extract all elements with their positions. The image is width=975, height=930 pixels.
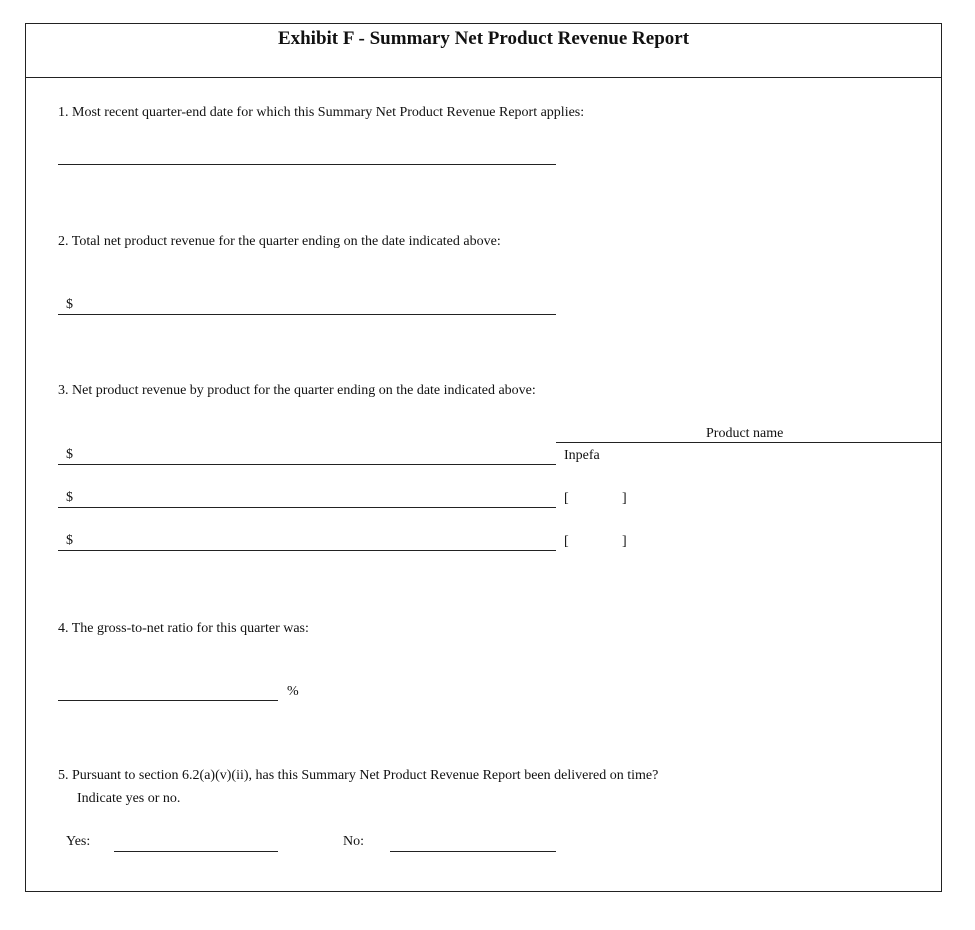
product-row-3-line bbox=[58, 550, 556, 551]
question-5-instruction: Indicate yes or no. bbox=[77, 791, 181, 806]
total-revenue-currency: $ bbox=[66, 297, 73, 312]
product-row-3-currency: $ bbox=[66, 533, 73, 548]
percent-sign: % bbox=[287, 684, 299, 699]
page-title: Exhibit F - Summary Net Product Revenue Report bbox=[277, 28, 690, 49]
product-row-3-bracket-close: ] bbox=[622, 534, 627, 549]
product-row-2-bracket-close: ] bbox=[622, 491, 627, 506]
product-row-2-line bbox=[58, 507, 556, 508]
no-field[interactable] bbox=[390, 830, 556, 850]
product-row-2-bracket-open: [ bbox=[564, 491, 569, 506]
no-line bbox=[390, 851, 556, 852]
quarter-end-date-field[interactable] bbox=[58, 143, 556, 163]
question-5-label: 5. Pursuant to section 6.2(a)(v)(ii), has this Summary Net Product Revenue Report been delivered on time? bbox=[58, 768, 659, 783]
total-revenue-field[interactable] bbox=[80, 293, 556, 313]
total-revenue-line bbox=[58, 314, 556, 315]
product-row-1-currency: $ bbox=[66, 447, 73, 462]
product-row-1-line bbox=[58, 464, 556, 465]
yes-label: Yes: bbox=[66, 834, 91, 849]
product-name-header-line bbox=[556, 442, 942, 443]
gross-to-net-ratio-field[interactable] bbox=[58, 679, 278, 699]
product-row-3-revenue-field[interactable] bbox=[80, 529, 554, 549]
header-divider bbox=[25, 77, 942, 78]
question-1-label: 1. Most recent quarter-end date for which this Summary Net Product Revenue Report applies: bbox=[58, 105, 585, 120]
product-row-2-name-field[interactable] bbox=[574, 488, 620, 508]
yes-field[interactable] bbox=[114, 830, 278, 850]
product-row-2-currency: $ bbox=[66, 490, 73, 505]
product-row-3-bracket-open: [ bbox=[564, 534, 569, 549]
product-row-1-revenue-field[interactable] bbox=[80, 443, 554, 463]
quarter-end-date-line bbox=[58, 164, 556, 165]
question-3-label: 3. Net product revenue by product for the quarter ending on the date indicated above: bbox=[58, 383, 536, 398]
product-row-1-name: Inpefa bbox=[564, 448, 600, 463]
question-4-label: 4. The gross-to-net ratio for this quarter was: bbox=[58, 621, 309, 636]
yes-line bbox=[114, 851, 278, 852]
product-name-header: Product name bbox=[706, 426, 784, 441]
product-row-3-name-field[interactable] bbox=[574, 531, 620, 551]
no-label: No: bbox=[343, 834, 364, 849]
product-row-2-revenue-field[interactable] bbox=[80, 486, 554, 506]
gross-to-net-ratio-line bbox=[58, 700, 278, 701]
question-2-label: 2. Total net product revenue for the quarter ending on the date indicated above: bbox=[58, 234, 501, 249]
